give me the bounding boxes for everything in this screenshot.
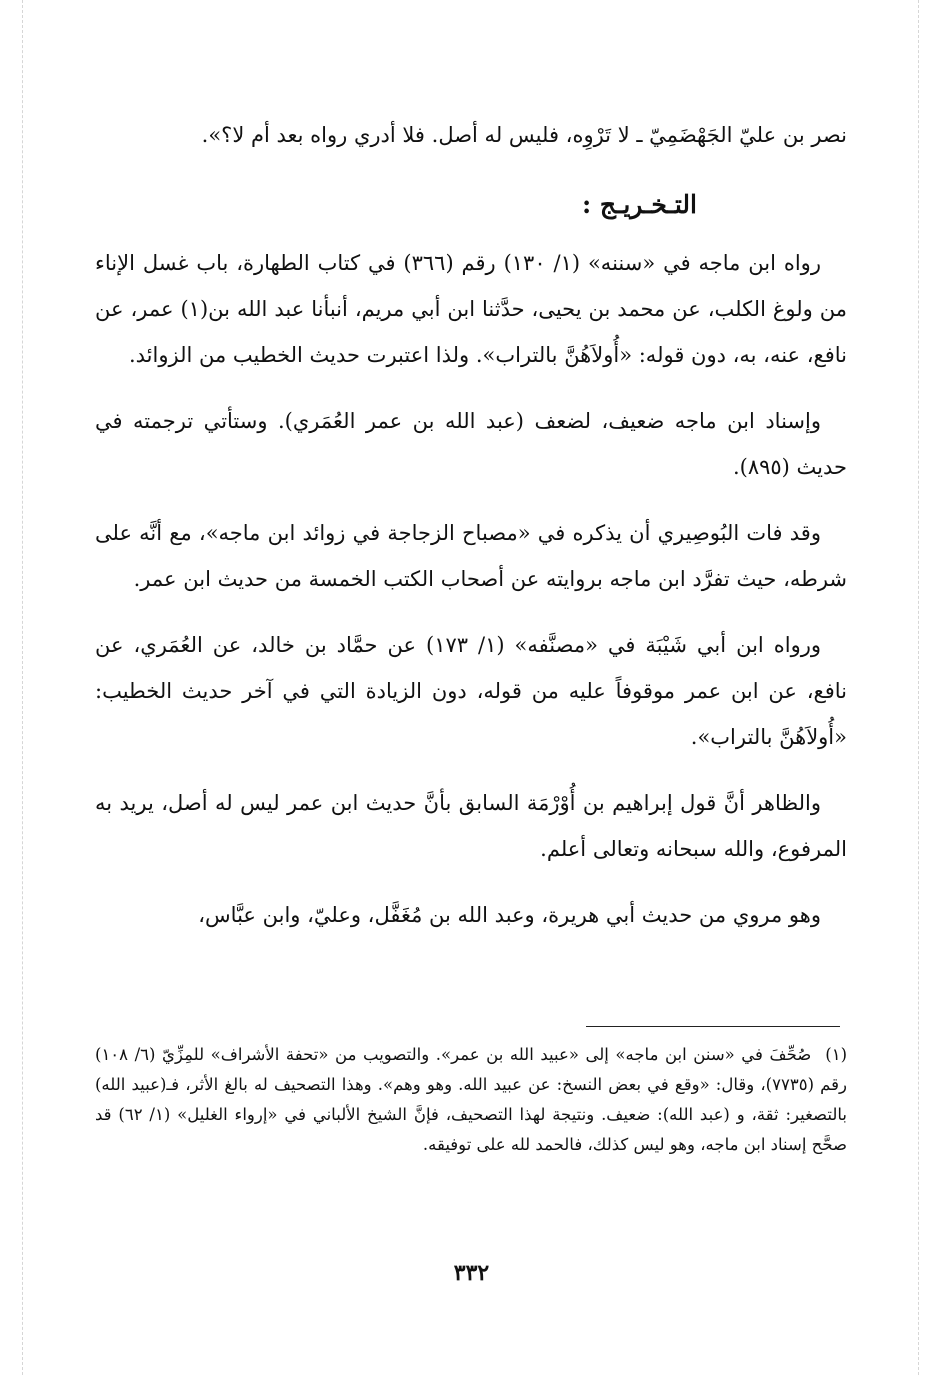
main-text	[95, 240, 847, 958]
top-continuation	[95, 112, 847, 178]
paragraph-1: رواه ابن ماجه في «سننه» (١/ ١٣٠) رقم (٣٦٦) في كتاب الطهارة، باب غسل الإناء من ولوغ الكلب، عن محمد بن يحيى، حدَّثنا ابن أبي مريم، أنبأنا عبد الله بن(١) عمر، عن نافع، عنه، به، دون قوله: «أُولاَهُنَّ بالتراب». ولذا اعتبرت حديث الخطيب من الزوائد.	[95, 251, 847, 367]
footnote-marker: (١)	[825, 1045, 848, 1064]
footnotes	[95, 1040, 847, 1160]
scan-edge-left	[22, 0, 23, 1375]
section-heading: التـخـريـج :	[581, 190, 697, 219]
paragraph-2: وإسناد ابن ماجه ضعيف، لضعف (عبد الله بن عمر العُمَري). وستأتي ترجمته في حديث (٨٩٥).	[95, 409, 847, 479]
paragraph-5: والظاهر أنَّ قول إبراهيم بن أُوْرْمَة السابق بأنَّ حديث ابن عمر ليس له أصل، يريد به المرفوع، والله سبحانه وتعالى أعلم.	[95, 791, 847, 861]
paragraph-4: ورواه ابن أبي شَيْبَة في «مصنَّفه» (١/ ١٧٣) عن حمَّاد بن خالد، عن العُمَري، عن نافع، عن ابن عمر موقوفاً عليه من قوله، دون الزيادة التي في آخر حديث الخطيب: «أُولاَهُنَّ بالتراب».	[95, 633, 847, 749]
footnote-1	[95, 1040, 847, 1160]
paragraph-3: وقد فات البُوصِيري أن يذكره في «مصباح الزجاجة في زوائد ابن ماجه»، مع أنَّه على شرطه، حيث تفرَّد ابن ماجه بروايته عن أصحاب الكتب الخمسة من حديث ابن عمر.	[95, 521, 847, 591]
paragraph-6: وهو مروي من حديث أبي هريرة، وعبد الله بن مُغَفَّل، وعليّ، وابن عبَّاس،	[198, 903, 821, 927]
footnote-separator	[586, 1026, 840, 1027]
page-number: ٣٣٢	[453, 1260, 490, 1286]
footnote-text: صُحِّفَ في «سنن ابن ماجه» إلى «عبيد الله بن عمر». والتصويب من «تحفة الأشراف» للمِزِّيّ (٦/ ١٠٨) رقم (٧٧٣٥)، وقال: «وقع في بعض النسخ: عن عبيد الله. وهو وهم». وهذا التصحيف له بالغ الأثر، فـ(عبيد الله) بالتصغير: ثقة، و (عبد الله): ضعيف. ونتيجة لهذا التصحيف، فإنَّ الشيخ الألباني في «إرواء الغليل» (١/ ٦٢) قد صحَّح إسناد ابن ماجه، وهو ليس كذلك، فالحمد لله على توفيقه.	[95, 1045, 847, 1154]
continuation-line: نصر بن عليّ الجَهْضَمِيّ ـ لا تَرْوِه، فليس له أصل. فلا أدري رواه بعد أم لا؟».	[201, 123, 847, 147]
scan-edge-right	[918, 0, 919, 1375]
